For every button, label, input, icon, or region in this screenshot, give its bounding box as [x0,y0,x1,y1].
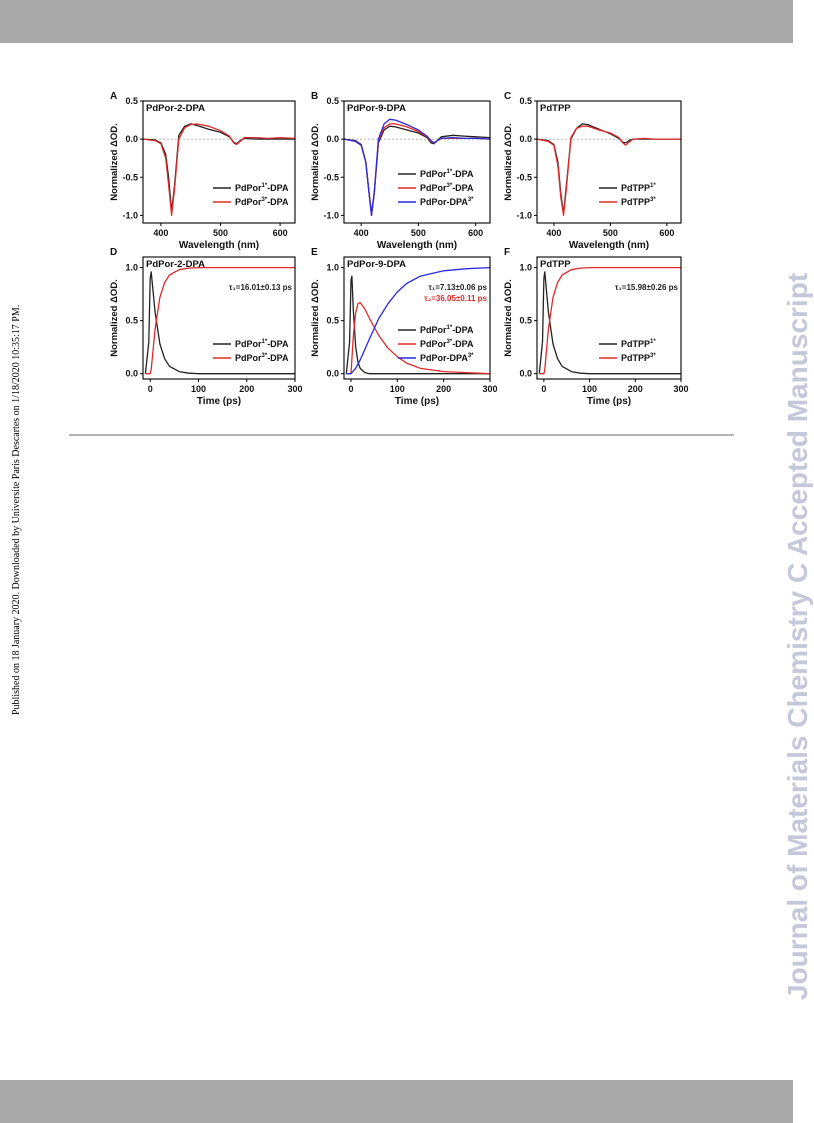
y-tick-label: 0.0 [125,368,138,379]
published-note-text: Published on 18 January 2020. Downloaded by Universite Paris Descartes on 1/18/2020 10:35:17 PM. [11,304,22,715]
panel-letter-f: F [504,247,511,258]
y-tick-label: 0.0 [326,368,339,379]
panel-f [503,247,689,407]
panel-letter-b: B [311,91,319,102]
y-tick-label: 1.0 [326,262,339,273]
legend-label: PdPor$^{3*}$-DPA [235,197,289,207]
y-tick-label: 0.0 [519,368,532,379]
panel-title: PdPor-2-DPA [146,259,205,270]
x-tick-label: 400 [546,228,562,238]
panel-d [109,247,303,407]
y-tick-label: -0.5 [516,172,532,183]
x-tick-label: 300 [287,384,303,394]
y-axis-label: Normalized ΔOD. [109,279,120,357]
x-axis-label: Time (ps) [196,396,242,407]
x-tick-label: 400 [353,228,369,238]
x-tick-label: 300 [482,384,498,394]
x-axis-label: Time (ps) [394,396,440,407]
panel-c [503,91,681,251]
legend-label: PdPor$^{1*}$-DPA [420,325,474,335]
panel-a [109,91,295,251]
x-tick-label: 500 [212,228,229,238]
panel-b [310,91,490,251]
legend-label: PdTPP$^{1*}$ [621,339,656,349]
y-axis-label: Normalized ΔOD. [503,279,514,357]
lifetime-annotation: τ₂=36.05±0.11 ps [424,294,487,303]
figure-panels [108,86,708,412]
plot-frame [537,101,681,223]
x-tick-label: 400 [153,228,169,238]
y-tick-label: 1.0 [125,262,138,273]
y-axis-label: Normalized ΔOD. [503,123,514,201]
x-tick-label: 0 [541,384,547,394]
journal-watermark-text: Journal of Materials Chemistry C Accepted Manuscript [782,272,813,1000]
legend-label: PdPor$^{1*}$-DPA [235,339,289,349]
lifetime-annotation: τ₁=7.13±0.06 ps [428,283,487,292]
x-tick-label: 500 [410,228,426,238]
x-tick-label: 200 [239,384,255,394]
panel-letter-a: A [110,91,118,102]
y-tick-label: 0.0 [326,134,339,145]
y-tick-label: 1.0 [519,262,532,273]
lifetime-annotation: τ₁=16.01±0.13 ps [228,283,292,292]
y-tick-label: -1.0 [122,210,138,221]
legend-label: PdPor-$DPA^{3*}$ [420,353,474,363]
legend-label: PdTPP$^{3*}$ [621,197,656,207]
x-axis-label: Wavelength (nm) [376,240,458,251]
y-tick-label: 0.5 [519,96,532,106]
y-axis-label: Normalized ΔOD. [310,123,321,201]
x-tick-label: 0 [348,384,354,394]
panel-letter-c: C [504,91,512,102]
x-tick-label: 600 [468,228,484,238]
y-tick-label: -0.5 [323,172,339,183]
y-tick-label: 0.5 [125,315,138,326]
y-tick-label: 0.5 [326,96,339,106]
y-tick-label: 0.5 [326,315,339,326]
y-tick-label: -1.0 [516,210,532,221]
x-tick-label: 200 [436,384,452,394]
x-axis-label: Wavelength (nm) [568,240,650,251]
legend-label: PdPor$^{3*}$-DPA [420,339,474,349]
x-tick-label: 300 [673,384,689,394]
legend-label: PdTPP$^{3*}$ [621,353,656,363]
x-tick-label: 600 [272,228,288,238]
x-tick-label: 500 [602,228,618,238]
legend-label: PdPor$^{1*}$-DPA [420,169,474,179]
y-axis-label: Normalized ΔOD. [310,279,321,357]
panel-title: PdPor-2-DPA [146,103,205,114]
panel-title: PdPor-9-DPA [347,259,406,270]
panel-title: PdPor-9-DPA [347,103,406,114]
panel-title: PdTPP [540,103,571,114]
plot-frame [344,257,490,379]
y-tick-label: 0.0 [519,134,532,145]
y-tick-label: 0.5 [519,315,532,326]
x-tick-label: 600 [659,228,675,238]
x-axis-label: Time (ps) [586,396,632,407]
legend-label: PdPor-$DPA^{3*}$ [420,197,474,207]
x-tick-label: 100 [389,384,405,394]
x-tick-label: 100 [582,384,598,394]
x-tick-label: 200 [627,384,643,394]
top-header-bar [0,0,793,43]
x-tick-label: 100 [190,384,207,394]
legend-label: PdTPP$^{1*}$ [621,183,656,193]
legend-label: PdPor$^{3*}$-DPA [235,353,289,363]
y-tick-label: -0.5 [122,172,138,183]
y-tick-label: 0.5 [125,96,138,106]
y-axis-label: Normalized ΔOD. [109,123,120,201]
legend-label: PdPor$^{3*}$-DPA [420,183,474,193]
y-tick-label: 0.0 [125,134,138,145]
lifetime-annotation: τ₁=15.98±0.26 ps [614,283,678,292]
y-tick-label: -1.0 [323,210,339,221]
bottom-footer-bar [0,1080,793,1123]
x-axis-label: Wavelength (nm) [178,240,260,251]
panel-letter-d: D [110,247,118,258]
section-divider [69,434,734,436]
legend-label: PdPor$^{1*}$-DPA [235,183,289,193]
panel-letter-e: E [311,247,318,258]
panel-e [310,247,498,407]
x-tick-label: 0 [147,384,153,394]
panel-title: PdTPP [540,259,571,270]
